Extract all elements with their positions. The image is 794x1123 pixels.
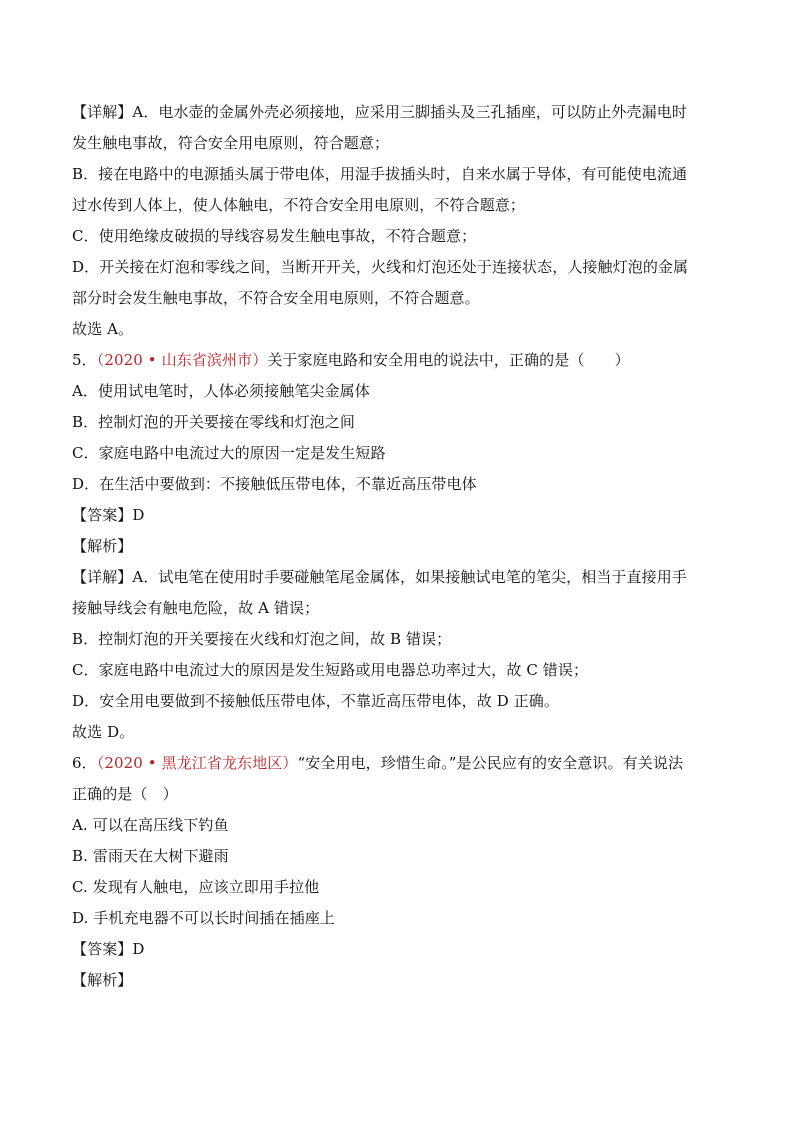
q4-detail-line-4: 过水传到人体上，使人体触电，不符合安全用电原则，不符合题意；	[72, 196, 526, 214]
q6-option-a: A. 可以在高压线下钓鱼	[72, 816, 229, 834]
q6-answer: 【答案】D	[72, 940, 145, 958]
q5-analysis-label: 【解析】	[72, 537, 133, 555]
q6-stem-line-2: 正确的是（ ）	[72, 785, 178, 803]
q5-source: （2020 • 山东省滨州市）	[96, 351, 268, 369]
q5-answer: 【答案】D	[72, 506, 145, 524]
q5-option-b: B．控制灯泡的开关要接在零线和灯泡之间	[72, 413, 355, 431]
q4-conclusion: 故选 A。	[72, 320, 134, 338]
q6-source: （2020 • 黑龙江省龙东地区）	[96, 754, 298, 772]
q5-detail-line-3: B．控制灯泡的开关要接在火线和灯泡之间，故 B 错误；	[72, 630, 452, 648]
q5-detail-line-1: 【详解】A．试电笔在使用时手要碰触笔尾金属体，如果接触试电笔的笔尖，相当于直接用手	[72, 568, 687, 586]
q5-option-d: D．在生活中要做到：不接触低压带电体，不靠近高压带电体	[72, 475, 477, 493]
q5-detail-line-2: 接触导线会有触电危险，故 A 错误；	[72, 599, 320, 617]
q4-detail-line-1: 【详解】A．电水壶的金属外壳必须接地，应采用三脚插头及三孔插座，可以防止外壳漏电时	[72, 103, 687, 121]
q4-detail-line-6: D．开关接在灯泡和零线之间，当断开开关，火线和灯泡还处于连接状态，人接触灯泡的金属	[72, 258, 689, 276]
q5-detail-line-4: C．家庭电路中电流过大的原因是发生短路或用电器总功率过大，故 C 错误；	[72, 661, 589, 679]
document-content	[72, 97, 722, 996]
q5-detail-line-5: D．安全用电要做到不接触低压带电体，不靠近高压带电体，故 D 正确。	[72, 692, 559, 710]
q5-option-a: A．使用试电笔时，人体必须接触笔尖金属体	[72, 382, 370, 400]
q6-option-b: B. 雷雨天在大树下避雨	[72, 847, 229, 865]
q5-option-c: C．家庭电路中电流过大的原因一定是发生短路	[72, 444, 386, 462]
q6-analysis-label: 【解析】	[72, 971, 133, 989]
q4-detail-line-3: B．接在电路中的电源插头属于带电体，用湿手拔插头时，自来水属于导体，有可能使电流通	[72, 165, 688, 183]
q6-stem-line-1	[72, 748, 722, 779]
q4-detail-line-7: 部分时会发生触电事故，不符合安全用电原则，不符合题意。	[72, 289, 480, 307]
q4-detail-line-5: C．使用绝缘皮破损的导线容易发生触电事故，不符合题意；	[72, 227, 477, 245]
q4-detail-line-2: 发生触电事故，符合安全用电原则，符合题意；	[72, 134, 390, 152]
q5-conclusion: 故选 D。	[72, 723, 135, 741]
q5-number: 5．	[72, 351, 97, 369]
q6-number: 6．	[72, 754, 97, 772]
q5-stem-text: 关于家庭电路和安全用电的说法中，正确的是（ ）	[267, 351, 630, 369]
q5-stem	[72, 345, 722, 376]
q6-option-c: C. 发现有人触电，应该立即用手拉他	[72, 878, 320, 896]
q6-stem-text: “安全用电，珍惜生命。”是公民应有的安全意识。有关说法	[297, 754, 684, 772]
q6-option-d: D. 手机充电器不可以长时间插在插座上	[72, 909, 335, 927]
